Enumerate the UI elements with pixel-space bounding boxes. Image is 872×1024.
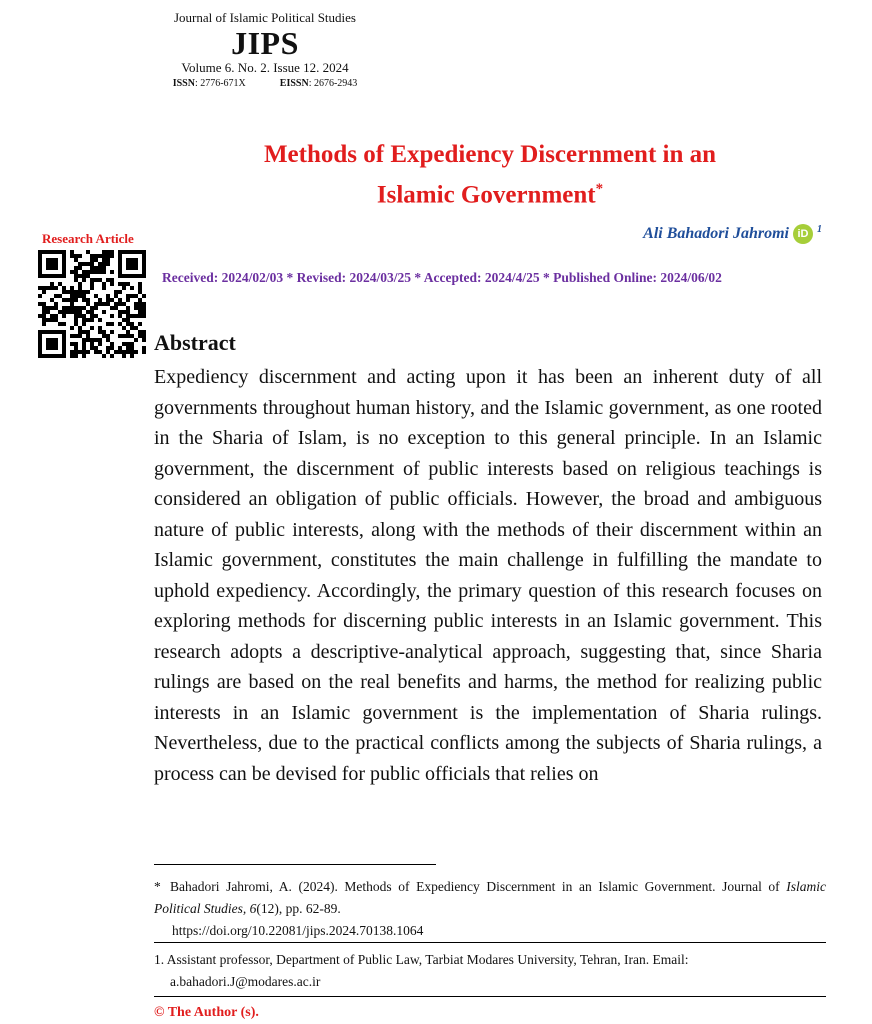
journal-name: Journal of Islamic Political Studies (174, 10, 356, 25)
citation-mark: * (154, 879, 161, 894)
abstract-heading: Abstract (154, 330, 236, 355)
eissn: EISSN: 2676-2943 (279, 78, 358, 89)
qr-code-icon[interactable] (38, 250, 146, 358)
footnote-rule-bottom (154, 996, 826, 997)
journal-volume: Volume 6. No. 2. Issue 12. 2024 (181, 60, 349, 75)
affiliation-footnote (154, 949, 826, 993)
author-name[interactable]: Ali Bahadori Jahromi (643, 225, 789, 242)
orcid-icon[interactable]: iD (793, 224, 813, 244)
title-line-1: Methods of Expediency Discernment in an (263, 141, 717, 168)
journal-abbreviation: JIPS (231, 25, 299, 61)
article-title (150, 138, 830, 212)
citation-doi-link[interactable]: https://doi.org/10.22081/jips.2024.70138.1064 (172, 923, 424, 938)
footnote-rule (154, 942, 826, 943)
title-footnote-mark: * (595, 181, 604, 197)
footnote-divider (154, 864, 436, 865)
author-line (643, 224, 822, 244)
affiliation-text: 1. Assistant professor, Department of Public Law, Tarbiat Modares University, Tehran, Iran. Email: (154, 952, 689, 967)
author-affiliation-mark: 1 (817, 224, 822, 235)
issn-line (140, 78, 390, 89)
citation-footnote: * Bahadori Jahromi, A. (2024). Methods of Expediency Discernment in an Islamic Government. Journal of Islamic Political Studies, 6(12), pp. 62-89. https://doi.org/10.22081/jips.2024.70138.1064 (154, 876, 826, 942)
abstract-text: Expediency discernment and acting upon it has been an inherent duty of all governments throughout human history, and the Islamic government, as one rooted in the Sharia of Islam, is no exception to this general principle. In an Islamic government, the discernment of public interests based on religious teachings is considered an obligation of public officials. However, the broad and ambiguous nature of public interests, along with the methods of their discernment within an Islamic government, constitutes the main challenge in fulfilling the mandate to uphold expediency. Accordingly, the primary question of this research focuses on exploring methods for discerning public interests in an Islamic government. This research adopts a descriptive-analytical approach, suggesting that, since Sharia rulings are based on the real benefits and harms, the method for realizing public interests in an Islamic government is the implementation of Sharia rulings. Nevertheless, due to the practical conflicts among the subjects of Sharia rulings, a process can be devised for public officials that relies on (154, 366, 822, 785)
journal-header (140, 8, 390, 89)
copyright-notice: © The Author (s). (154, 1005, 259, 1020)
author-email-link[interactable]: a.bahadori.J@modares.ac.ir (170, 974, 321, 989)
issn: ISSN: 2776-671X (172, 78, 246, 89)
publication-dates: Received: 2024/02/03 * Revised: 2024/03/25 * Accepted: 2024/4/25 * Published Online: 2024/06/02 (162, 270, 722, 285)
title-line-2: Islamic Government* (376, 181, 604, 209)
citation-journal: Islamic Political Studies, 6 (154, 879, 826, 916)
article-type-label: Research Article (42, 231, 134, 246)
